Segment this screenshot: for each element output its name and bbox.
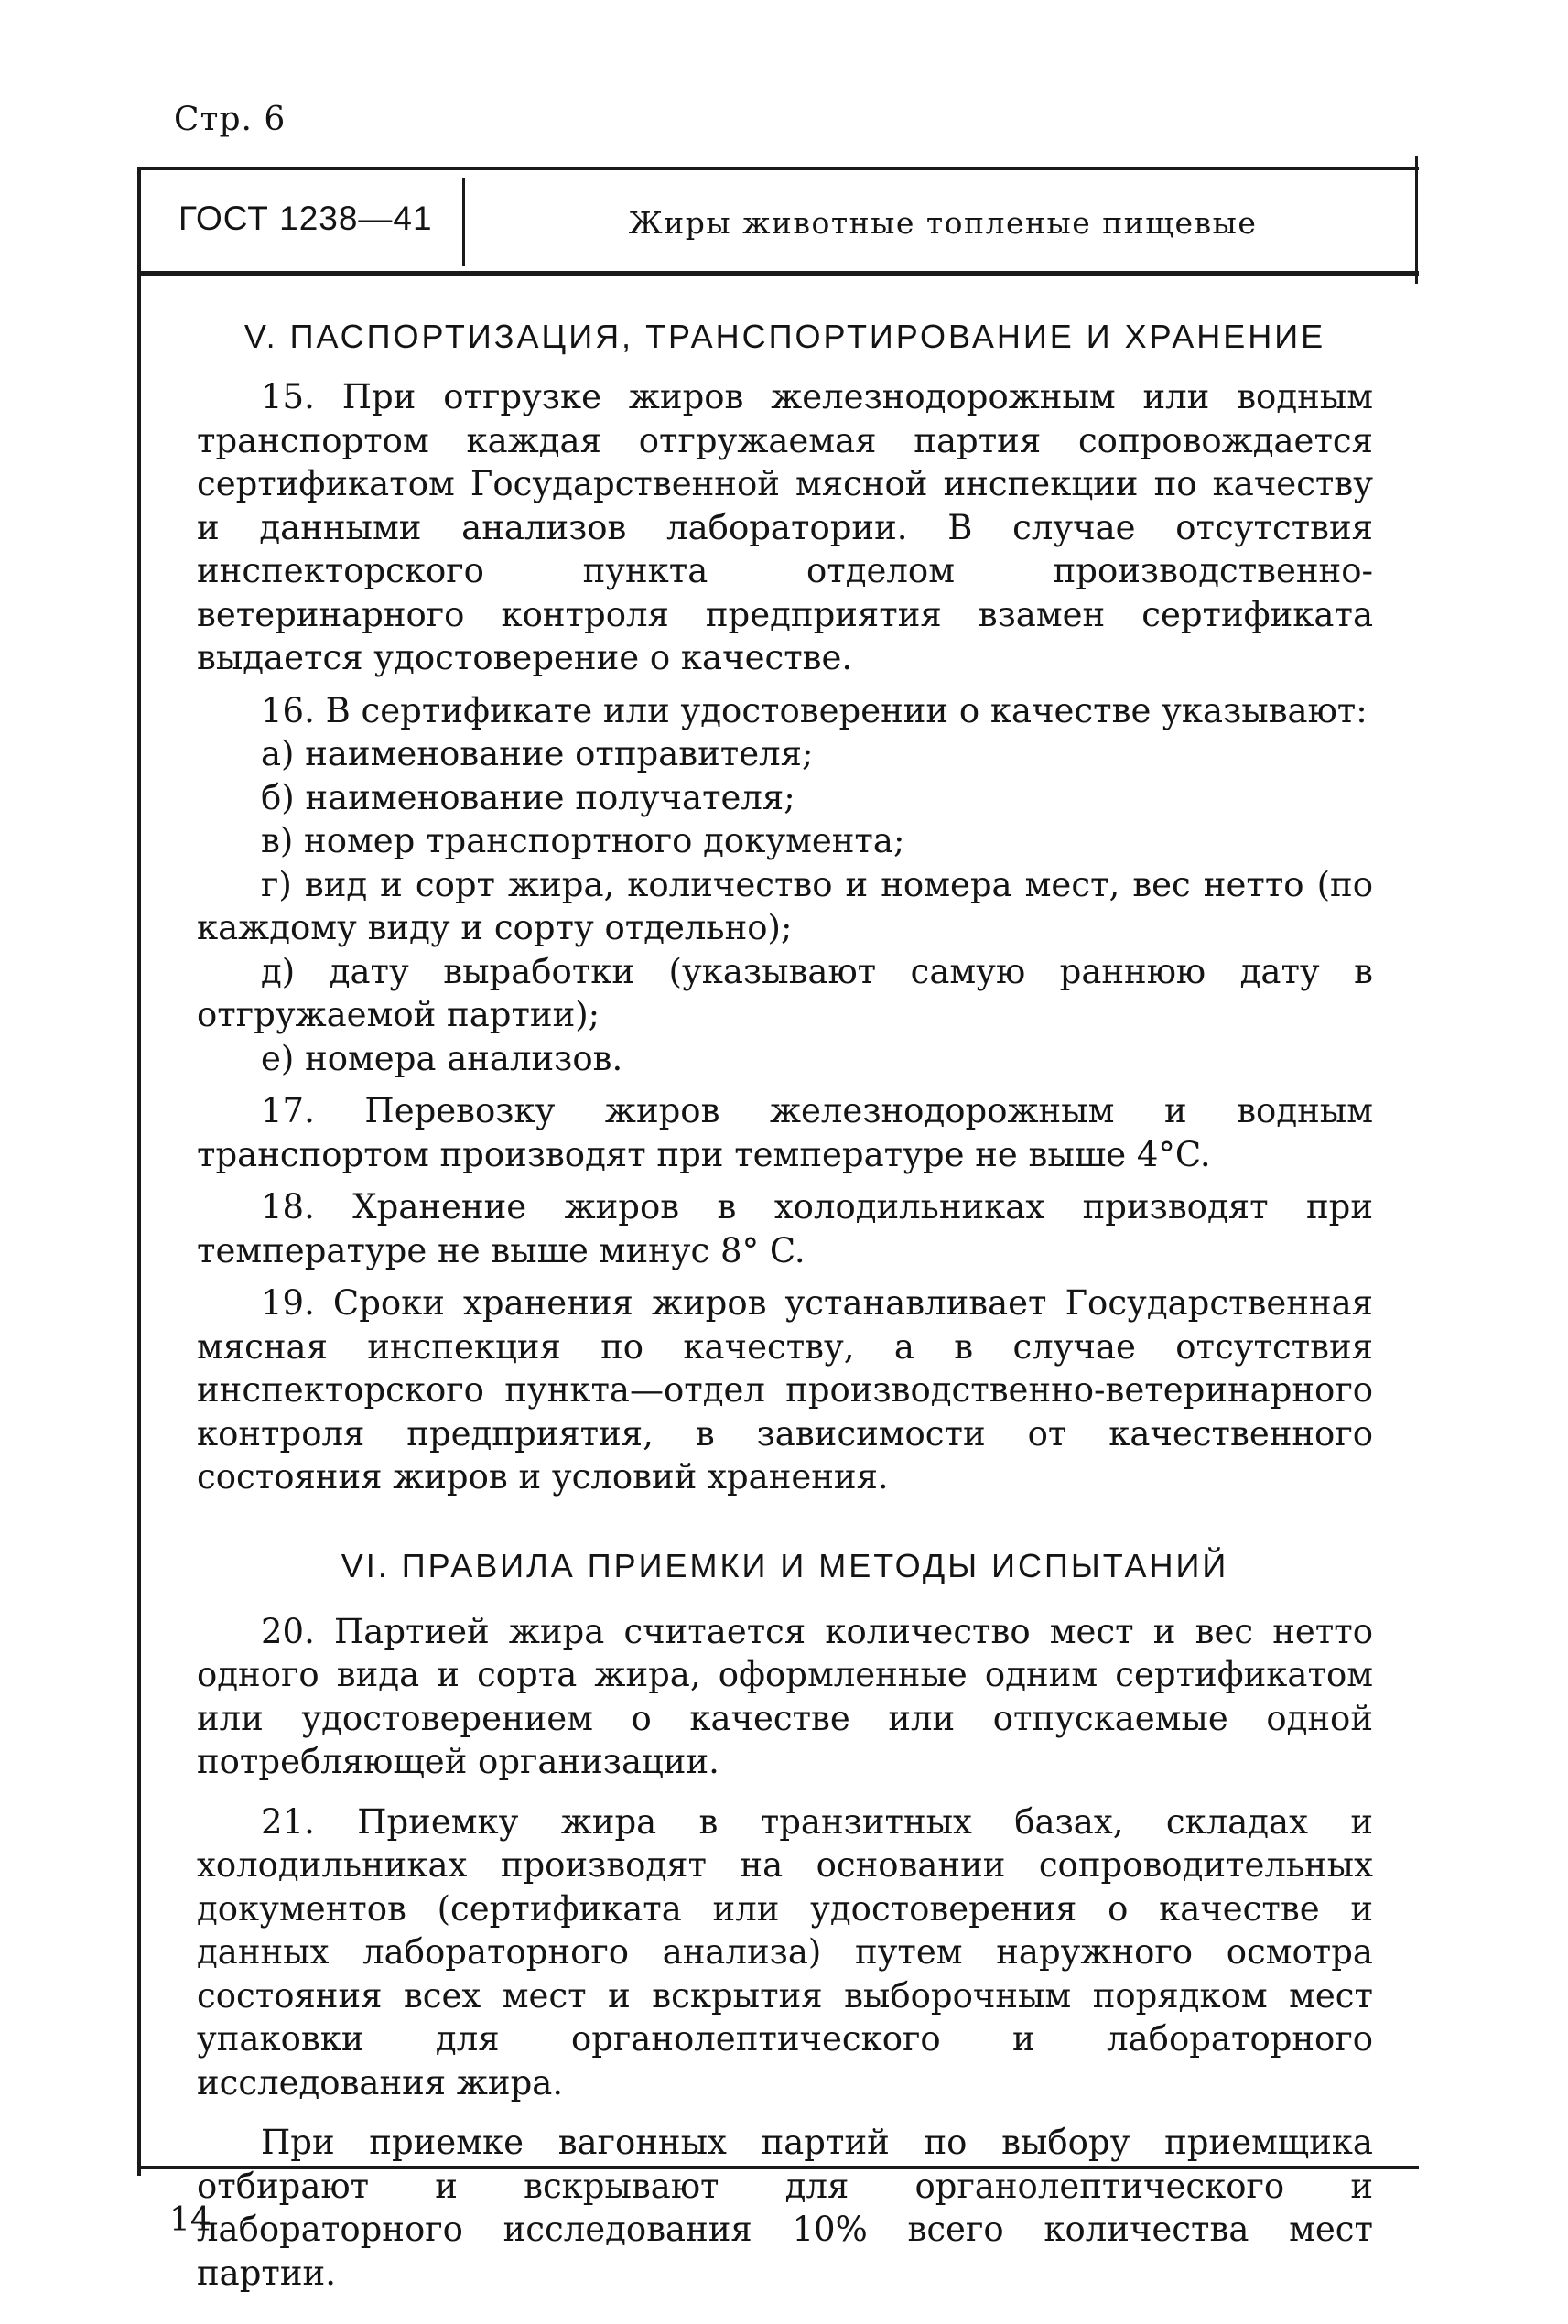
clause-16-item-b: б) наименование получателя; — [261, 777, 795, 817]
clause-15: 15. При отгрузке жиров железнодорожным или водным транспортом каждая отгружаемая партия сопровождается сертификатом Государственной мясной инспекции по качеству и данными анализов лаборатории. В случае отсутствия инспекторского пункта отделом производственно-ветеринарного контроля предприятия взамен сертификата выдается удостоверение о качестве. — [197, 377, 1373, 677]
frame-left-rule — [137, 167, 141, 2176]
clause-16: 16. В сертификате или удостоверении о качестве указывают: — [261, 690, 1368, 730]
clause-21-acceptance-note: При приемке вагонных партий по выбору приемщика отбирают и вскрывают для органолептического и лабораторного исследования 10% всего количества мест партии. — [197, 2123, 1373, 2293]
clause-19: 19. Сроки хранения жиров устанавливает Государственная мясная инспекция по качеству, а в случае отсутствия инспекторского пункта—отдел производственно-ветеринарного контроля предприятия, в зависимости от качественного состояния жиров и условий хранения. — [197, 1283, 1373, 1497]
clause-17: 17. Перевозку жиров железнодорожным и водным транспортом производят при температуре не выше 4°C. — [197, 1091, 1373, 1174]
document-body — [197, 316, 1373, 2304]
clause-21: 21. Приемку жира в транзитных базах, складах и холодильниках производят на основании сопроводительных документов (сертификата или удостоверения о качестве и данных лабораторного анализа) путем наружного осмотра состояния всех мест и вскрытия выборочным порядком мест упаковки для органолептического и лабораторного исследования жира. — [197, 1801, 1373, 2102]
clause-16-item-g: г) вид и сорт жира, количество и номера мест, вес нетто (по каждому виду и сорту отдельно); — [197, 864, 1373, 947]
clause-16-item-v: в) номер транспортного документа; — [261, 821, 905, 860]
header-separator — [137, 271, 1419, 276]
standard-code: ГОСТ 1238—41 — [178, 200, 433, 237]
clause-18: 18. Хранение жиров в холодильниках призводят при температуре не выше минус 8° C. — [197, 1187, 1373, 1270]
clause-16-item-e: е) номера анализов. — [261, 1038, 623, 1078]
header-divider — [462, 178, 465, 266]
frame-top-rule — [137, 167, 1419, 170]
clause-20: 20. Партией жира считается количество мест и вес нетто одного вида и сорта жира, оформленные одним сертификатом или удостоверением о качестве или отпускаемые одной потребляющей организации. — [197, 1611, 1373, 1781]
clause-16-item-a: а) наименование отправителя; — [261, 734, 814, 773]
clause-16-item-d: д) дату выработки (указывают самую раннюю дату в отгружаемой партии); — [197, 951, 1373, 1034]
standard-title: Жиры животные топленые пищевые — [628, 205, 1258, 241]
section-heading-vi: VI. ПРАВИЛА ПРИЕМКИ И МЕТОДЫ ИСПЫТАНИЙ — [341, 1546, 1229, 1584]
page-label: Стр. 6 — [174, 101, 287, 138]
page-number: 14 — [169, 2201, 211, 2239]
section-heading-v: V. ПАСПОРТИЗАЦИЯ, ТРАНСПОРТИРОВАНИЕ И ХРАНЕНИЕ — [243, 318, 1326, 355]
frame-right-rule — [1415, 156, 1418, 284]
